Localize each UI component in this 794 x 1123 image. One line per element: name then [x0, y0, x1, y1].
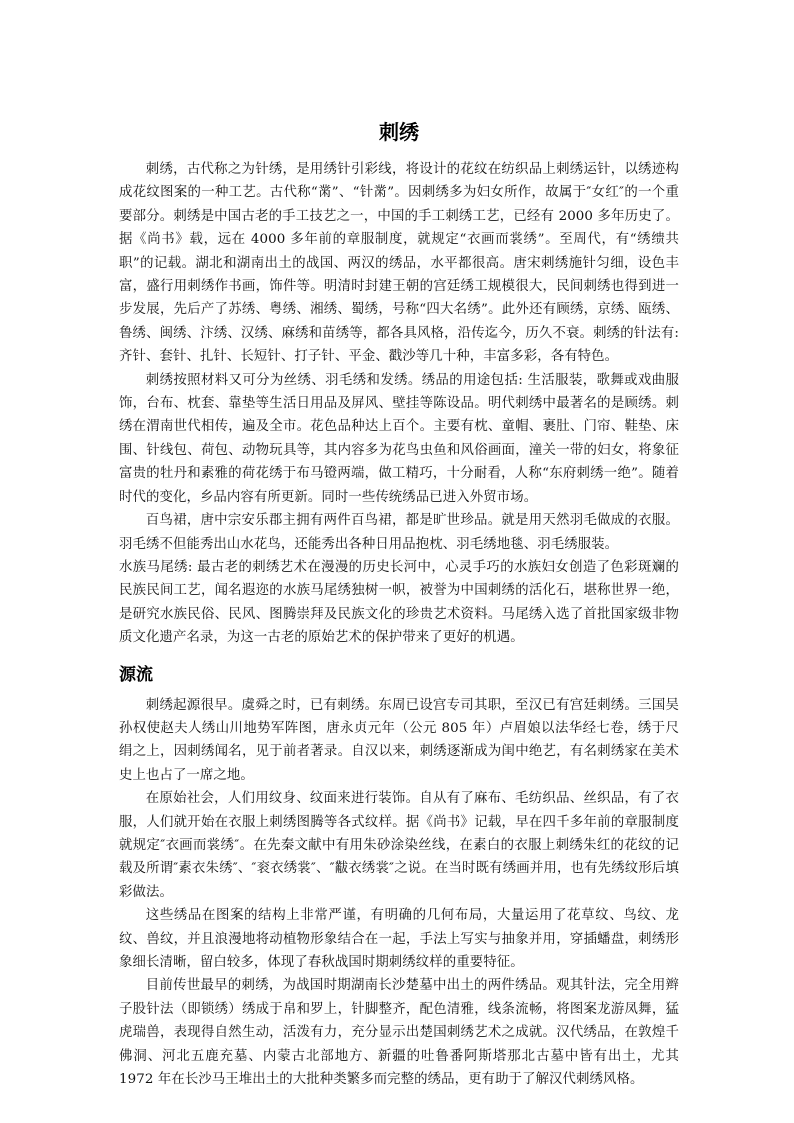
- paragraph: 百鸟裙，唐中宗安乐郡主拥有两件百鸟裙，都是旷世珍品。就是用天然羽毛做成的衣服。羽毛绣不但能秀出山水花鸟，还能秀出各种日用品抱枕、羽毛绣地毯、羽毛绣服装。: [119, 513, 679, 552]
- paragraph: 刺绣，古代称之为针绣，是用绣针引彩线，将设计的花纹在纺织品上刺绣运针，以绣迹构成花纹图案的一种工艺。古代称“黹”、“针黹”。因刺绣多为妇女所作，故属于″女红″的一个重要部分。刺绣是中国古老的手工技艺之一，中国的手工刺绣工艺，已经有 2000 多年历史了。据《尚书》载，远在 4000 多年前的章服制度，就规定“衣画而裳绣”。至周代，有“绣缋共职”的记载。湖北和湖南出土的战国、两汉的绣品，水平都很高。唐宋刺绣施针匀细，设色丰富，盛行用刺绣作书画，饰件等。明清时封建王朝的宫廷绣工规模很大，民间刺绣也得到进一步发展，先后产了苏绣、粤绣、湘绣、蜀绣，号称“四大名绣”。此外还有顾绣，京绣、瓯绣、鲁绣、闽绣、汴绣、汉绣、麻绣和苗绣等，都各具风格，沿传迄今，历久不衰。刺绣的针法有: 齐针、套针、扎针、长短针、打子针、平金、戳沙等几十种，丰富多彩，各有特色。: [119, 162, 679, 365]
- paragraph: 刺绣按照材料又可分为丝绣、羽毛绣和发绣。绣品的用途包括: 生活服装，歌舞或戏曲服饰，台布、枕套、靠垫等生活日用品及屏风、壁挂等陈设品。明代刺绣中最著名的是顾绣。刺绣在渭南世代相传，遍及全市。花色品种达上百个。主要有枕、童帽、裹肚、门帘、鞋垫、床围、针线包、荷包、动物玩具等，其内容多为花鸟虫鱼和风俗画面，潼关一带的妇女，将象征富贵的牡丹和素雅的荷花绣于布马镫两端，做工精巧，十分耐看，人称“东府刺绣一绝”。随着时代的变化，乡品内容有所更新。同时一些传统绣品已进入外贸市场。: [119, 372, 679, 505]
- paragraph: 这些绣品在图案的结构上非常严谨，有明确的几何布局，大量运用了花草纹、鸟纹、龙纹、兽纹，并且浪漫地将动植物形象结合在一起，手法上写实与抽象并用，穿插蟠盘，刺绣形象细长清晰，留白较多，体现了春秋战国时期刺绣纹样的重要特征。: [119, 908, 679, 970]
- paragraph-mawei-embroidery: 水族马尾绣: 最古老的刺绣艺术在漫漫的历史长河中，心灵手巧的水族妇女创造了色彩斑斓的民族民间工艺，闻名遐迩的水族马尾绣独树一帜，被誉为中国刺绣的活化石，堪称世界一绝，是研究水族民俗、民风、图腾崇拜及民族文化的珍贵艺术资料。马尾绣入选了首批国家级非物质文化遗产名录，为这一古老的原始艺术的保护带来了更好的机遇。: [119, 559, 679, 646]
- document-title: 刺绣: [379, 120, 419, 144]
- document-body: [119, 118, 679, 1091]
- paragraph: 在原始社会，人们用纹身、纹面来进行装饰。自从有了麻布、毛纺织品、丝织品，有了衣服，人们就开始在衣服上刺绣图腾等各式纹样。据《尚书》记载，早在四千多年前的章服制度就规定″衣画而裳绣″。在先秦文献中有用朱砂涂染丝线，在素白的衣服上刺绣朱红的花纹的记载及所谓″素衣朱绣″、″衮衣绣裳″、″黻衣绣裳″之说。在当时既有绣画并用，也有先绣纹形后填彩做法。: [119, 791, 679, 900]
- section-heading: 源流: [119, 664, 153, 685]
- paragraph: 目前传世最早的刺绣，为战国时期湖南长沙楚墓中出土的两件绣品。观其针法，完全用辫子股针法（即锁绣）绣成于帛和罗上，针脚整齐，配色清雅，线条流畅，将图案龙游凤舞，猛虎瑞兽，表现得自然生动，活泼有力，充分显示出楚国刺绣艺术之成就。汉代绣品，在敦煌千佛洞、河北五鹿充墓、内蒙古北部地方、新疆的吐鲁番阿斯塔那北古墓中皆有出土，尤其 1972 年在长沙马王堆出土的大批种类繁多而完整的绣品，更有助于了解汉代刺绣风格。: [119, 978, 679, 1088]
- paragraph: 刺绣起源很早。虞舜之时，已有刺绣。东周已设宫专司其职，至汉已有宫廷刺绣。三国吴孙权使赵夫人绣山川地势军阵图，唐永贞元年（公元 805 年）卢眉娘以法华经七卷，绣于尺绢之上，因刺绣闻名，见于前者著录。自汉以来，刺绣逐渐成为闺中绝艺，有名刺绣家在美术史上也占了一席之地。: [119, 697, 679, 783]
